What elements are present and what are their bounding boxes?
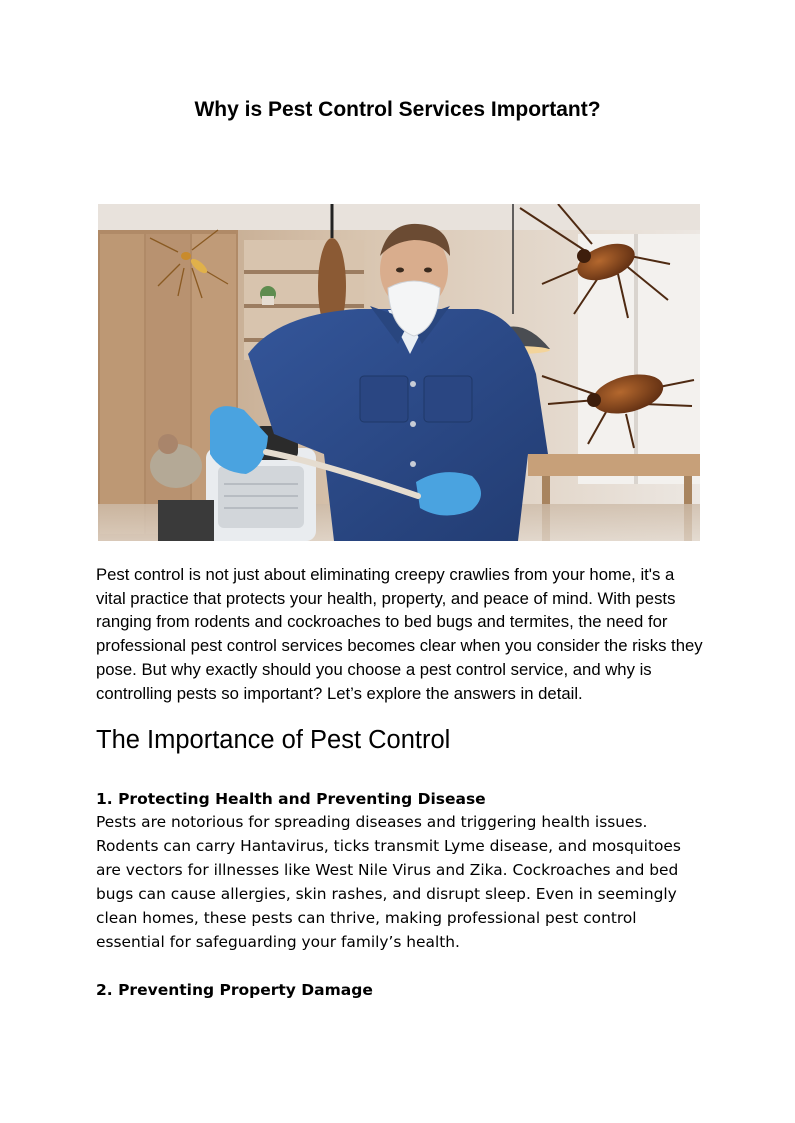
intro-paragraph: Pest control is not just about eliminating creepy crawlies from your home, it's a vital practice that protects your health, property, and peace of mind. With pests ranging from rodents and cockroaches to bed bugs and termites, the need for professional pest control services becomes clear when you consider the risks they pose. But why exactly should you choose a pest control service, and why is controlling pests so important? Let’s explore the answers in detail. <box>96 565 703 703</box>
document-title: Why is Pest Control Services Important? <box>194 98 601 121</box>
section-heading: The Importance of Pest Control <box>96 726 451 754</box>
hero-image <box>98 204 700 541</box>
point-heading-health: 1. Protecting Health and Preventing Disease <box>96 790 486 808</box>
point-body-health: Pests are notorious for spreading diseases and triggering health issues. Rodents can carry Hantavirus, ticks transmit Lyme disease, and mosquitoes are vectors for illnesses like West Nile Virus and Zika. Cockroaches and bed bugs can cause allergies, skin rashes, and disrupt sleep. Even in seemingly clean homes, these pests can thrive, making professional pest control essential for safeguarding your family’s health. <box>96 813 681 951</box>
point-heading-property: 2. Preventing Property Damage <box>96 981 373 999</box>
